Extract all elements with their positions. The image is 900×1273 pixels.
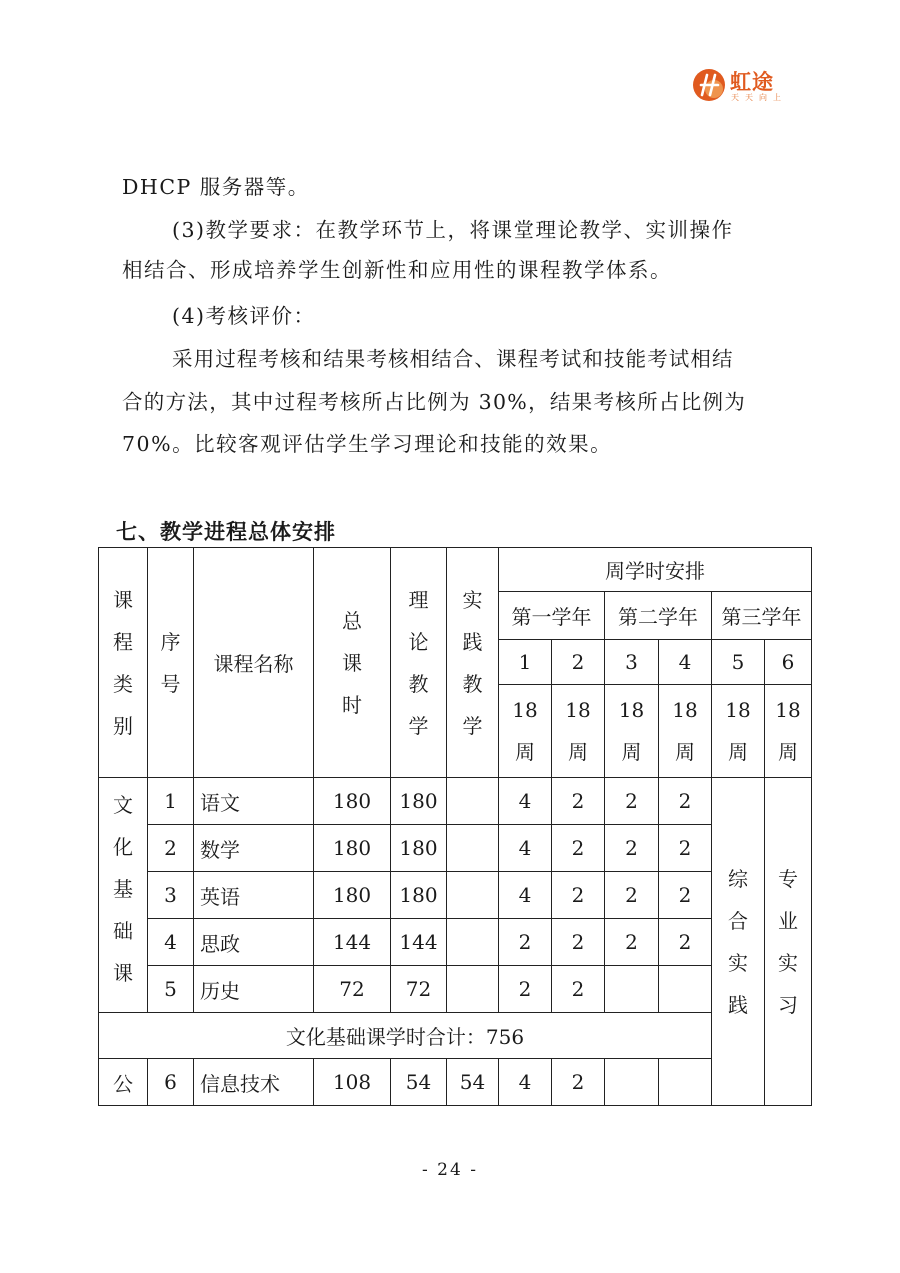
page-number: - 24 - [422,1160,478,1180]
cell-term: 2 [552,825,605,872]
cell-course-name: 思政 [194,919,314,966]
cell-total: 72 [314,966,391,1013]
header-weeks: 18周 [765,685,812,778]
cell-course-name: 信息技术 [194,1059,314,1106]
cell-seq: 1 [148,778,194,825]
cell-term: 2 [659,919,712,966]
header-year: 第二学年 [605,592,712,640]
body-line: 70%。比较客观评估学生学习理论和技能的效果。 [122,432,613,456]
cell-total: 180 [314,778,391,825]
header-weeks: 18周 [552,685,605,778]
header-term: 6 [765,640,812,685]
cell-term [605,966,659,1013]
header-weeks: 18周 [499,685,552,778]
brand-logo [692,66,802,106]
cell-term: 2 [605,919,659,966]
header-year: 第一学年 [499,592,605,640]
cell-term: 2 [659,872,712,919]
cell-term: 2 [552,872,605,919]
cell-total: 180 [314,872,391,919]
cell-term: 4 [499,1059,552,1106]
category-culture: 文化基础课 [99,778,148,1013]
cell-term: 2 [499,966,552,1013]
table-row [99,778,812,825]
cell-theory: 180 [391,778,447,825]
cell-term: 4 [499,825,552,872]
header-practice: 实践教学 [447,548,499,778]
header-term: 3 [605,640,659,685]
header-term: 1 [499,640,552,685]
category-public: 公 [99,1059,148,1106]
header-total-hours: 总课时 [314,548,391,778]
cell-course-name: 英语 [194,872,314,919]
section-title: 七、教学进程总体安排 [116,520,336,544]
cell-term: 2 [552,778,605,825]
header-course-name: 课程名称 [194,548,314,778]
table-row [99,966,812,1013]
cell-theory: 72 [391,966,447,1013]
header-weekly: 周学时安排 [499,548,812,592]
header-weeks: 18周 [605,685,659,778]
cell-course-name: 语文 [194,778,314,825]
cell-practice [447,966,499,1013]
table-row [99,872,812,919]
cell-total: 108 [314,1059,391,1106]
cell-seq: 4 [148,919,194,966]
cell-term: 2 [659,778,712,825]
body-line: 采用过程考核和结果考核相结合、课程考试和技能考试相结 [172,347,734,371]
cell-course-name: 历史 [194,966,314,1013]
cell-practice [447,872,499,919]
cell-term [605,1059,659,1106]
cell-practice: 54 [447,1059,499,1106]
header-category: 课程类别 [99,548,148,778]
logo-slogan: 天天向上 [731,93,787,102]
header-term: 4 [659,640,712,685]
body-line: 相结合、形成培养学生创新性和应用性的课程教学体系。 [122,258,672,282]
header-weeks: 18周 [659,685,712,778]
professional-internship: 专业实习 [765,778,812,1106]
cell-total: 180 [314,825,391,872]
cell-term: 2 [605,825,659,872]
cell-term: 2 [605,778,659,825]
body-line: (3)教学要求：在教学环节上，将课堂理论教学、实训操作 [172,218,734,242]
cell-term: 4 [499,778,552,825]
cell-theory: 180 [391,872,447,919]
cell-term [659,966,712,1013]
cell-term: 2 [552,1059,605,1106]
table-row [99,825,812,872]
body-line: 合的方法，其中过程考核所占比例为 30%，结果考核所占比例为 [122,390,747,414]
header-seq: 序号 [148,548,194,778]
cell-theory: 180 [391,825,447,872]
cell-term: 2 [552,919,605,966]
cell-term: 2 [659,825,712,872]
cell-term: 2 [499,919,552,966]
cell-seq: 5 [148,966,194,1013]
header-theory: 理论教学 [391,548,447,778]
table-row [99,919,812,966]
cell-theory: 54 [391,1059,447,1106]
cell-practice [447,825,499,872]
cell-total: 144 [314,919,391,966]
cell-term [659,1059,712,1106]
subtotal-text: 文化基础课学时合计：756 [99,1013,712,1059]
comprehensive-practice: 综合实践 [712,778,765,1106]
cell-term: 4 [499,872,552,919]
header-weeks: 18周 [712,685,765,778]
cell-practice [447,778,499,825]
cell-seq: 3 [148,872,194,919]
body-line: (4)考核评价： [172,304,316,328]
header-term: 2 [552,640,605,685]
body-line: DHCP 服务器等。 [122,175,310,199]
header-term: 5 [712,640,765,685]
cell-seq: 6 [148,1059,194,1106]
header-year: 第三学年 [712,592,812,640]
cell-term: 2 [552,966,605,1013]
cell-term: 2 [605,872,659,919]
schedule-table [98,547,812,1106]
cell-theory: 144 [391,919,447,966]
subtotal-row [99,1013,812,1059]
logo-icon [692,68,726,102]
logo-name: 虹途 [730,70,774,94]
table-row [99,1059,812,1106]
cell-practice [447,919,499,966]
cell-course-name: 数学 [194,825,314,872]
cell-seq: 2 [148,825,194,872]
